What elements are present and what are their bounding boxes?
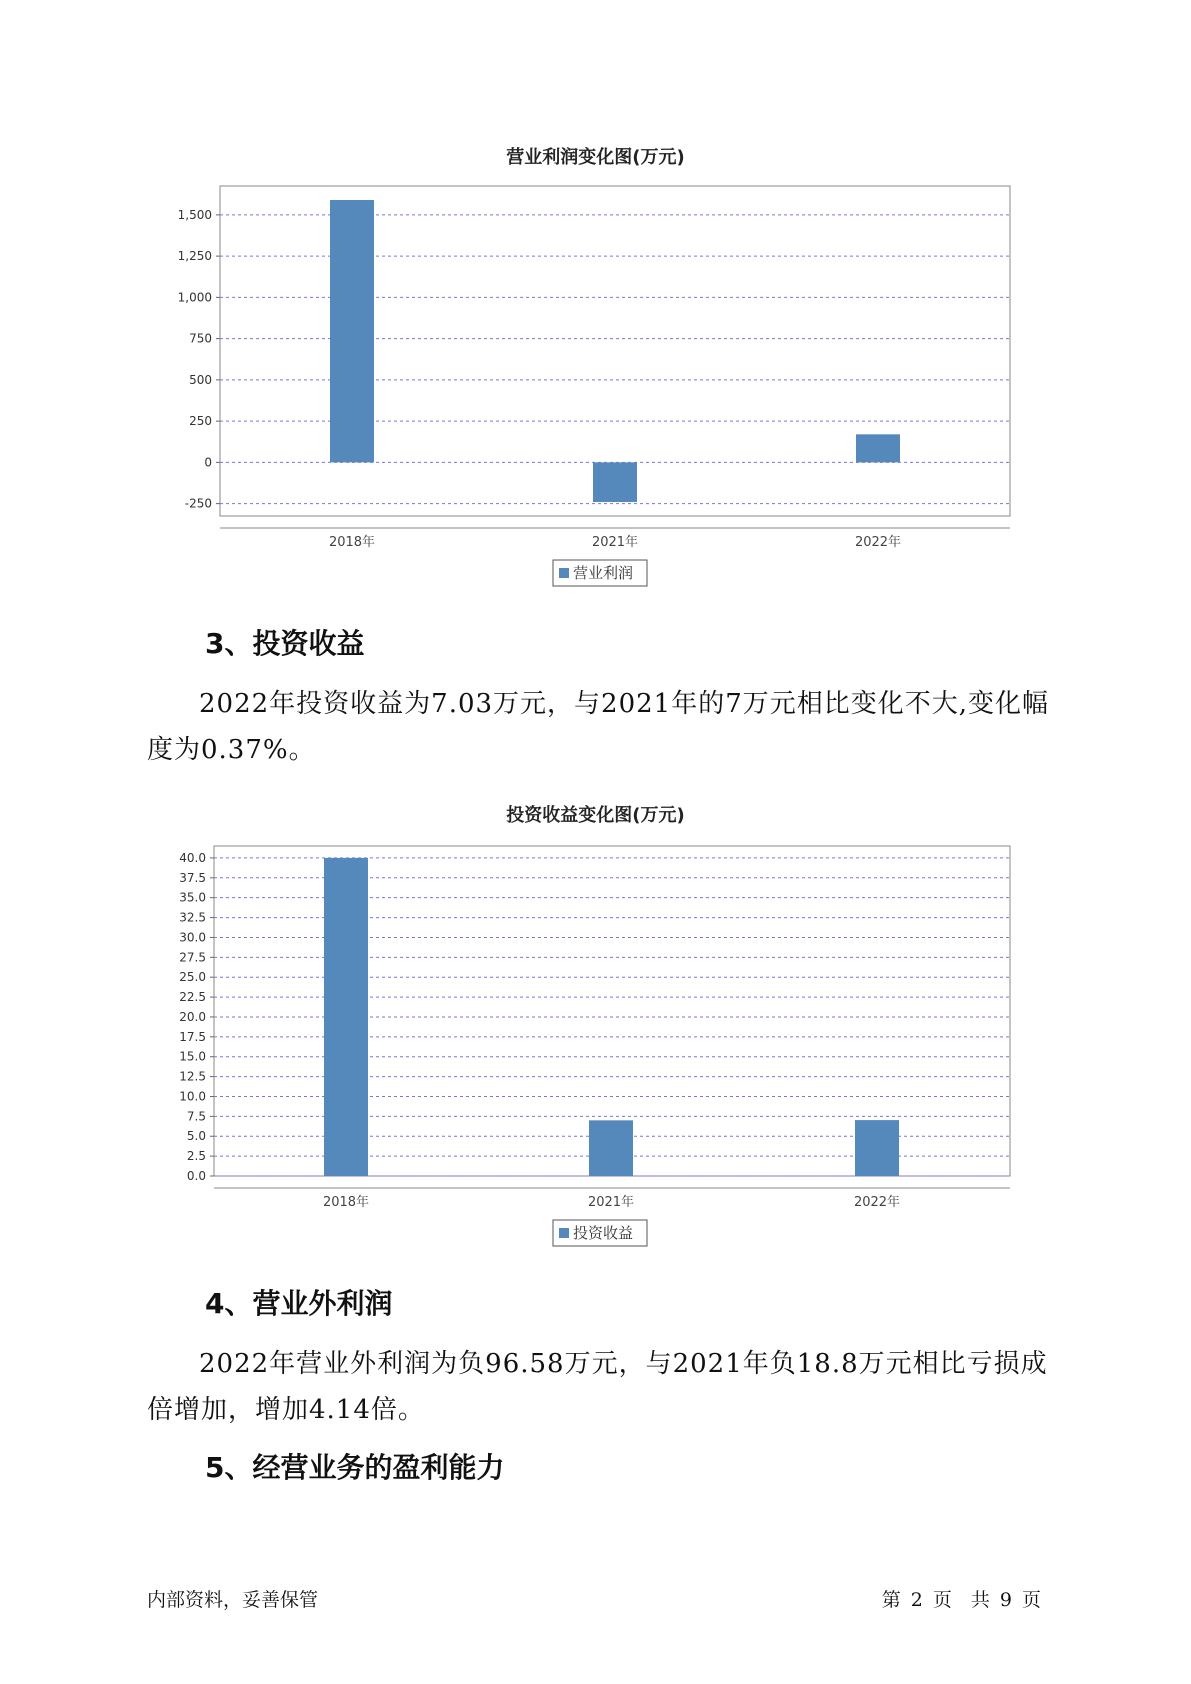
bar-2018年	[330, 200, 374, 462]
bar-2022年	[855, 1120, 899, 1176]
bar-2021年	[589, 1120, 633, 1176]
y-tick-label: 1,500	[177, 207, 212, 222]
operating-profit-chart	[0, 170, 1191, 590]
y-tick-label: 250	[189, 414, 212, 429]
y-tick-label: 1,250	[177, 249, 212, 264]
y-tick-label: 0	[204, 455, 212, 470]
investment-income-chart	[0, 830, 1191, 1250]
bar-2021年	[593, 462, 637, 502]
section4-heading: 4、营业外利润	[205, 1287, 393, 1320]
y-tick-label: 500	[189, 372, 212, 387]
y-tick-label: 30.0	[179, 930, 206, 945]
section4-paragraph	[147, 1341, 1067, 1433]
y-tick-label: 32.5	[179, 910, 206, 925]
legend-label: 营业利润	[573, 564, 634, 582]
y-tick-label: 10.0	[179, 1089, 206, 1104]
footer-confidential-note: 内部资料，妥善保管	[147, 1589, 319, 1611]
y-tick-label: 22.5	[179, 990, 206, 1005]
y-tick-label: 12.5	[179, 1069, 206, 1084]
chart1-title: 营业利润变化图(万元)	[506, 147, 685, 168]
footer-page-number	[882, 1585, 1051, 1612]
y-tick-label: 2.5	[186, 1149, 206, 1164]
x-tick-label: 2018年	[328, 535, 376, 550]
y-tick-label: 27.5	[179, 950, 206, 965]
section3-text: 2022年投资收益为7.03万元，与2021年的7万元相比变化不大,变化幅度为0.37%。	[147, 689, 1050, 765]
y-tick-label: 20.0	[179, 1009, 206, 1024]
page-suffix: 页	[1021, 1589, 1041, 1611]
bar-2022年	[856, 434, 900, 462]
page-current: 2	[910, 1589, 923, 1611]
y-tick-label: 5.0	[186, 1129, 206, 1144]
y-tick-label: 750	[189, 331, 212, 346]
legend-label: 投资收益	[573, 1224, 634, 1242]
page-total: 9	[999, 1589, 1012, 1611]
section4-text: 2022年营业外利润为负96.58万元，与2021年负18.8万元相比亏损成倍增加，增加4.14倍。	[147, 1349, 1048, 1425]
legend	[553, 1220, 647, 1246]
y-tick-label: 25.0	[179, 970, 206, 985]
bar-2018年	[324, 858, 368, 1176]
section5-heading: 5、经营业务的盈利能力	[205, 1451, 505, 1484]
y-tick-label: 17.5	[179, 1029, 206, 1044]
x-tick-label: 2022年	[853, 1195, 901, 1210]
legend	[553, 560, 647, 586]
page-prefix: 第	[881, 1589, 901, 1611]
x-tick-label: 2021年	[591, 535, 639, 550]
y-tick-label: 37.5	[179, 870, 206, 885]
x-tick-label: 2022年	[854, 535, 902, 550]
y-tick-label: 40.0	[179, 850, 206, 865]
section3-paragraph	[147, 681, 1067, 773]
y-tick-label: -250	[184, 496, 212, 511]
y-tick-label: 35.0	[179, 890, 206, 905]
y-tick-label: 15.0	[179, 1049, 206, 1064]
legend-swatch	[559, 568, 569, 578]
y-tick-label: 1,000	[177, 290, 212, 305]
page-mid: 页 共	[932, 1589, 990, 1611]
chart2-title: 投资收益变化图(万元)	[506, 805, 685, 826]
x-tick-label: 2018年	[322, 1195, 370, 1210]
y-tick-label: 7.5	[186, 1109, 206, 1124]
legend-swatch	[559, 1228, 569, 1238]
y-tick-label: 0.0	[186, 1169, 206, 1183]
section3-heading: 3、投资收益	[205, 627, 365, 660]
x-tick-label: 2021年	[587, 1195, 635, 1210]
